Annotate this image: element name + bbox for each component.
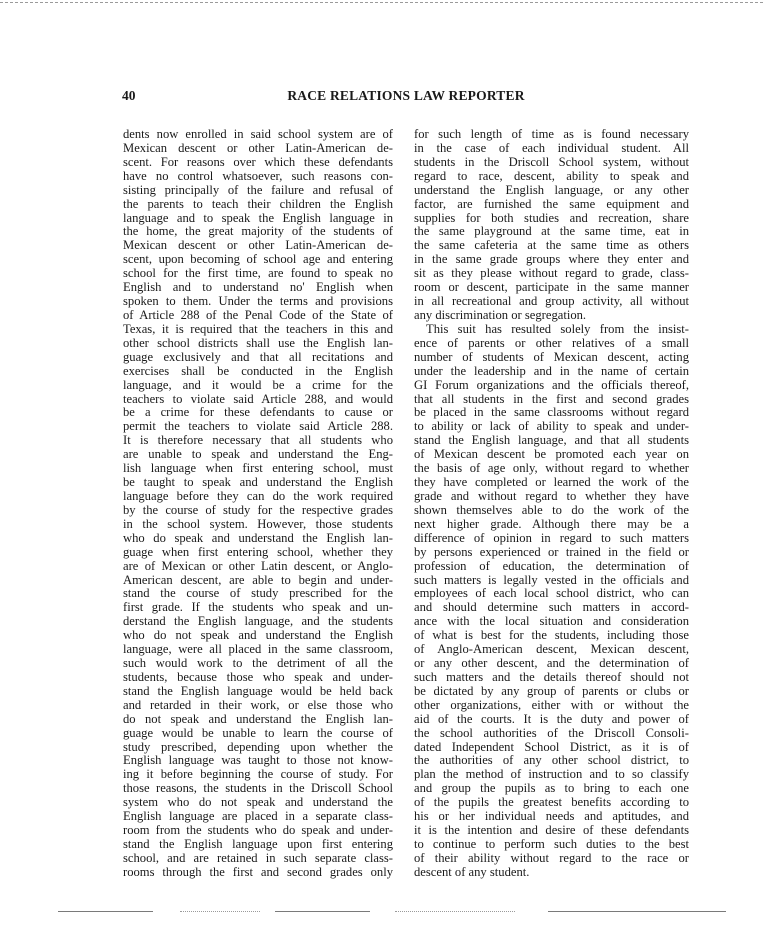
text-line: such matters is legally vested in the officials and	[414, 572, 689, 587]
text-line: be placed in the same classrooms without regard	[414, 405, 689, 420]
text-line: have no control whatsoever, such reasons con-	[123, 168, 393, 183]
text-line: language before they can do the work required	[123, 488, 393, 503]
text-line: any discrimination or segregation.	[414, 307, 587, 322]
text-line: ance with the local situation and consideration	[414, 614, 689, 629]
text-line: study prescribed, depending upon whether the	[123, 739, 393, 754]
text-line: permit the teachers to violate said Article 288.	[123, 419, 393, 434]
text-line: stand the English language would be held back	[123, 683, 393, 698]
text-line: of Anglo-American descent, Mexican descent,	[414, 642, 689, 657]
text-line: rooms through the first and second grades only	[123, 864, 393, 879]
text-line: English language are placed in a separate class-	[123, 809, 393, 824]
text-line: It is therefore necessary that all students who	[123, 433, 393, 448]
text-line: shown themselves able to do the work of the	[414, 502, 689, 517]
text-line: are of Mexican or other Latin descent, or Anglo-	[123, 558, 393, 573]
text-line: in the school system. However, those students	[123, 516, 393, 531]
text-line: scent. For reasons over which these defendants	[123, 154, 393, 169]
text-line: employees of each local school district, who can	[414, 586, 689, 601]
text-line: who do not speak and understand the English	[123, 628, 393, 643]
text-line: stand the English language upon first entering	[123, 837, 393, 852]
text-line: and group the pupils as to bring to each one	[414, 781, 689, 796]
text-line: of what is best for the students, including those	[414, 628, 689, 643]
text-line: plan the method of instruction and to so classify	[414, 767, 689, 782]
text-line: in the case of each individual student. All	[414, 140, 689, 155]
bottom-rule	[275, 911, 370, 912]
text-line: who do speak and understand the English lan-	[123, 530, 393, 545]
text-line: profession of education, the determination of	[414, 558, 689, 573]
text-line: aid of the courts. It is the duty and power of	[414, 711, 689, 726]
top-dashed-rule	[0, 2, 763, 3]
text-line: students in the Driscoll School system, without	[414, 154, 689, 169]
text-line: Mexican descent or other Latin-American de-	[123, 238, 393, 253]
text-line: guage when first entering school, whether they	[123, 544, 393, 559]
bottom-rule	[548, 911, 726, 912]
text-line: his or her individual needs and aptitudes, and	[414, 809, 689, 824]
text-line: spoken to them. Under the terms and provisions	[123, 294, 393, 309]
text-line: such would work to the detriment of all the	[123, 656, 393, 671]
text-line: that all students in the first and second grades	[414, 391, 689, 406]
text-line: stand the course of study prescribed for the	[123, 586, 393, 601]
text-line: teachers to violate said Article 288, and would	[123, 391, 393, 406]
text-line: grade and without regard to whether they have	[414, 488, 689, 503]
text-column-right	[414, 128, 689, 880]
text-line: students, because those who speak and under-	[123, 669, 393, 684]
text-line: stand the English language, and that all students	[414, 433, 689, 448]
text-line: dated Independent School District, as it is of	[414, 739, 689, 754]
text-line: it is the intention and desire of these defendants	[414, 823, 689, 838]
bottom-rule	[395, 911, 515, 912]
text-line: regard to race, descent, ability to speak and	[414, 168, 689, 183]
text-line: dents now enrolled in said school system are of	[123, 127, 393, 141]
text-line: of the pupils the greatest benefits according to	[414, 795, 689, 810]
text-line: room from the students who do speak and under-	[123, 823, 393, 838]
text-line: factor, are furnished the same equipment and	[414, 196, 689, 211]
text-line: other school districts shall use the English lan-	[123, 335, 393, 350]
text-line: be a crime for these defendants to cause or	[123, 405, 393, 420]
text-line: other organizations, either with or without the	[414, 697, 689, 712]
text-line: Mexican descent or other Latin-American de-	[123, 140, 393, 155]
text-line: lish language when first entering school, must	[123, 461, 393, 476]
text-line: the home, the great majority of the students of	[123, 224, 393, 239]
text-line: language and to speak the English language in	[123, 210, 393, 225]
text-line: system who do not speak and understand the	[123, 795, 393, 810]
text-line: ing it before beginning the course of study. For	[123, 767, 393, 782]
text-line: such matters and the details thereof should not	[414, 669, 689, 684]
text-line: next higher grade. Although there may be a	[414, 516, 689, 531]
text-line: exercises shall be conducted in the English	[123, 363, 393, 378]
text-line: GI Forum organizations and the officials thereof,	[414, 377, 689, 392]
text-line: English language was taught to those not know-	[123, 753, 393, 768]
text-line: in all recreational and group activity, all without	[414, 294, 689, 309]
text-line: guage would be unable to learn the course of	[123, 725, 393, 740]
bottom-rule	[180, 911, 260, 912]
text-line: of Mexican descent be promoted each year on	[414, 447, 689, 462]
text-line: English and to understand no' English when	[123, 280, 393, 295]
text-line: derstand the English language, and the students	[123, 614, 393, 629]
text-line: to continue to perform such duties to the best	[414, 837, 689, 852]
text-line: of Article 288 of the Penal Code of the State of	[123, 307, 393, 322]
text-line: difference of opinion in regard to such matters	[414, 530, 689, 545]
bottom-rule	[58, 911, 153, 912]
text-line: do not speak and understand the English lan-	[123, 711, 393, 726]
text-line: Texas, it is required that the teachers in this and	[123, 321, 393, 336]
text-line: are unable to speak and understand the Eng-	[123, 447, 393, 462]
text-line: school for the first time, are found to speak no	[123, 266, 393, 281]
text-line: be dictated by any group of parents or clubs or	[414, 683, 689, 698]
page-number: 40	[122, 88, 136, 103]
text-line: the basis of age only, without regard to whether	[414, 461, 689, 476]
text-line: language, were all placed in the same classroom,	[123, 642, 393, 657]
text-line: scent, upon becoming of school age and entering	[123, 252, 393, 267]
text-column-left	[123, 128, 393, 880]
running-head: RACE RELATIONS LAW REPORTER	[287, 88, 525, 103]
text-line: supplies for both studies and recreation, share	[414, 210, 689, 225]
text-line: sit as they please without regard to grade, class-	[414, 266, 689, 281]
text-line: be taught to speak and understand the English	[123, 475, 393, 490]
text-line: This suit has resulted solely from the insist-	[426, 321, 689, 336]
text-line: or any other descent, and the determination of	[414, 656, 689, 671]
text-line: the parents to teach their children the English	[123, 196, 393, 211]
text-line: by persons experienced or trained in the field or	[414, 544, 689, 559]
text-line: of their ability without regard to the race or	[414, 850, 689, 865]
text-line: by the course of study for the respective grades	[123, 502, 393, 517]
text-line: sisting principally of the failure and refusal of	[123, 182, 393, 197]
text-line: ence of parents or other relatives of a small	[414, 335, 689, 350]
text-line: the authorities of any other school district, to	[414, 753, 689, 768]
text-line: and retarded in their work, or else those who	[123, 697, 393, 712]
text-line: the same cafeteria at the same time as others	[414, 238, 689, 253]
text-line: first grade. If the students who speak and un-	[123, 600, 393, 615]
text-line: the same playground at the same time, eat in	[414, 224, 689, 239]
text-line: for such length of time as is found necessary	[414, 127, 689, 141]
text-line: American descent, are able to begin and under-	[123, 572, 393, 587]
text-line: under the leadership and in the name of certain	[414, 363, 689, 378]
text-line: guage exclusively and that all recitations and	[123, 349, 393, 364]
text-line: and should determine such matters in accord-	[414, 600, 689, 615]
text-line: language, and it would be a crime for the	[123, 377, 393, 392]
text-line: understand the English language, or any other	[414, 182, 689, 197]
text-line: room or descent, participate in the same manner	[414, 280, 689, 295]
text-line: in the same grade groups where they enter and	[414, 252, 689, 267]
text-line: they have completed or learned the work of the	[414, 475, 689, 490]
text-line: number of students of Mexican descent, acting	[414, 349, 689, 364]
text-line: descent of any student.	[414, 864, 530, 879]
text-line: the school authorities of the Driscoll Consoli-	[414, 725, 689, 740]
text-line: to ability or lack of ability to speak and under-	[414, 419, 689, 434]
text-line: those reasons, the students in the Driscoll School	[123, 781, 393, 796]
text-line: school, and are retained in such separate class-	[123, 850, 393, 865]
